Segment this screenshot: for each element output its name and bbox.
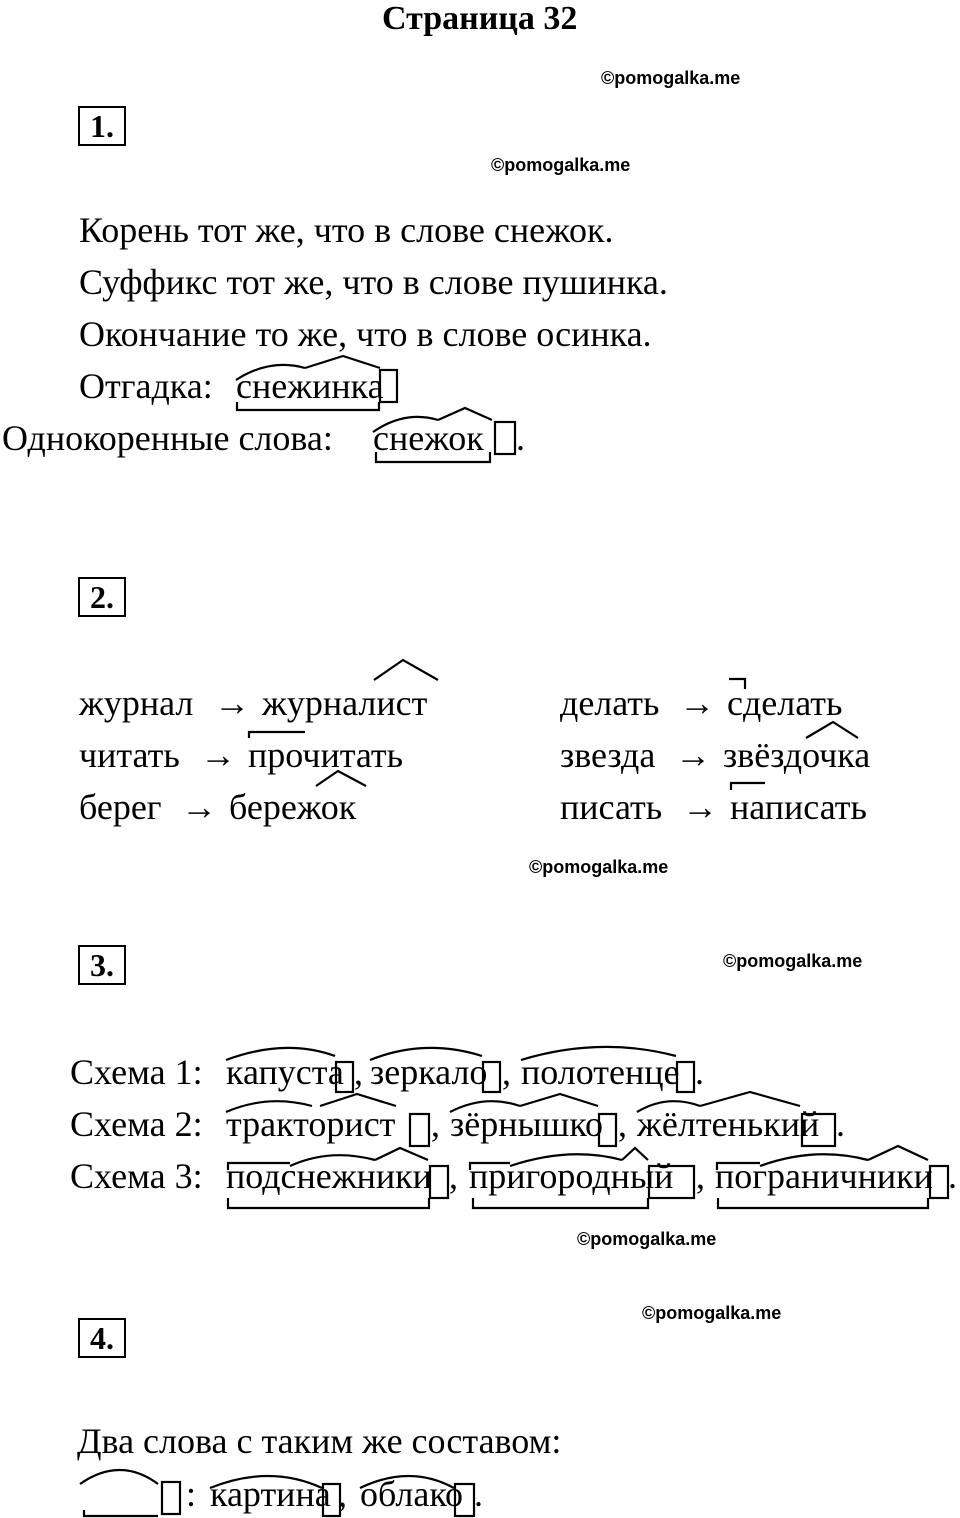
scheme-word: зёрнышко <box>450 1104 604 1144</box>
suffix-mark <box>374 660 438 680</box>
task-2-to-word: прочитать <box>248 735 404 775</box>
scheme-word: пригородный <box>469 1156 674 1196</box>
comma: , <box>354 1052 363 1092</box>
watermark: ©pomogalka.me <box>723 951 863 971</box>
task-1-related-word: снежок <box>373 418 484 458</box>
task-2-to-word: звёздочка <box>723 735 871 775</box>
task-1-related-end: . <box>516 418 525 458</box>
task-1-answer-label: Отгадка: <box>79 366 213 406</box>
ending-box-mark <box>430 1166 448 1198</box>
scheme-word: подснежники <box>226 1156 432 1196</box>
task-2-arrow: → <box>682 787 718 827</box>
base-bracket-mark <box>228 1198 429 1208</box>
task-2-from-word: делать <box>560 683 660 723</box>
task-1-number: 1. <box>78 106 126 146</box>
task-2-arrow: → <box>675 735 711 775</box>
period: . <box>836 1104 845 1144</box>
base-bracket-mark <box>718 1198 928 1208</box>
task-2-to-word: журналист <box>262 683 428 723</box>
base-bracket-mark <box>473 1198 648 1208</box>
ending-box-mark <box>162 1482 180 1514</box>
task-2-from-word: писать <box>560 787 663 827</box>
task-4-word: облако <box>360 1474 464 1514</box>
watermark: ©pomogalka.me <box>529 857 669 877</box>
task-2-arrow: → <box>214 683 250 723</box>
comma: , <box>431 1104 440 1144</box>
watermark: ©pomogalka.me <box>642 1303 782 1323</box>
task-2-from-word: звезда <box>560 735 656 775</box>
scheme-word: пограничники <box>715 1156 933 1196</box>
task-2-to-word: бережок <box>229 787 357 827</box>
scheme-word: жёлтенький <box>637 1104 820 1144</box>
comma: , <box>696 1156 705 1196</box>
task-4-end: . <box>474 1474 483 1514</box>
task-2-from-word: читать <box>79 735 180 775</box>
task-2-to-word: сделать <box>727 683 843 723</box>
scheme-word: зеркало <box>370 1052 488 1092</box>
ending-box-mark <box>495 422 515 454</box>
task-1-answer-word: снежинка <box>236 366 384 406</box>
task-2-arrow: → <box>679 683 715 723</box>
comma: , <box>618 1104 627 1144</box>
task-4-line-1: Два слова с таким же составом: <box>77 1421 562 1461</box>
comma: , <box>338 1474 347 1514</box>
scheme-label: Схема 3: <box>70 1156 203 1196</box>
task-4-number: 4. <box>78 1318 126 1358</box>
task-3-number: 3. <box>78 945 126 985</box>
watermark: ©pomogalka.me <box>491 155 631 175</box>
task-2-to-word: написать <box>730 787 867 827</box>
task-1-line-2: Суффикс тот же, что в слове пушинка. <box>79 262 668 302</box>
period: . <box>695 1052 704 1092</box>
watermark: ©pomogalka.me <box>601 68 741 88</box>
task-1-related-label: Однокоренные слова: <box>2 418 333 458</box>
ending-box-mark <box>677 1062 694 1092</box>
scheme-label: Схема 1: <box>70 1052 203 1092</box>
scheme-word: капуста <box>226 1052 344 1092</box>
comma: , <box>502 1052 511 1092</box>
watermark: ©pomogalka.me <box>577 1229 717 1249</box>
root-arc-mark <box>80 1470 158 1484</box>
task-2-arrow: → <box>181 787 217 827</box>
task-2-from-word: берег <box>79 787 162 827</box>
task-4-word: картина <box>210 1474 331 1514</box>
scheme-word: тракторист <box>226 1104 396 1144</box>
scheme-word: полотенце <box>521 1052 680 1092</box>
scheme-label: Схема 2: <box>70 1104 203 1144</box>
task-2-number: 2. <box>78 577 126 617</box>
task-1-line-3: Окончание то же, что в слове осинка. <box>79 314 652 354</box>
base-bracket-mark <box>84 1510 158 1516</box>
task-2-from-word: журнал <box>79 683 194 723</box>
ending-box-mark <box>410 1114 429 1146</box>
page-title: Страница 32 <box>382 0 578 37</box>
task-2-arrow: → <box>200 735 236 775</box>
period: . <box>948 1156 957 1196</box>
task-1-line-1: Корень тот же, что в слове снежок. <box>79 210 614 250</box>
task-4-colon: : <box>186 1474 197 1514</box>
comma: , <box>449 1156 458 1196</box>
